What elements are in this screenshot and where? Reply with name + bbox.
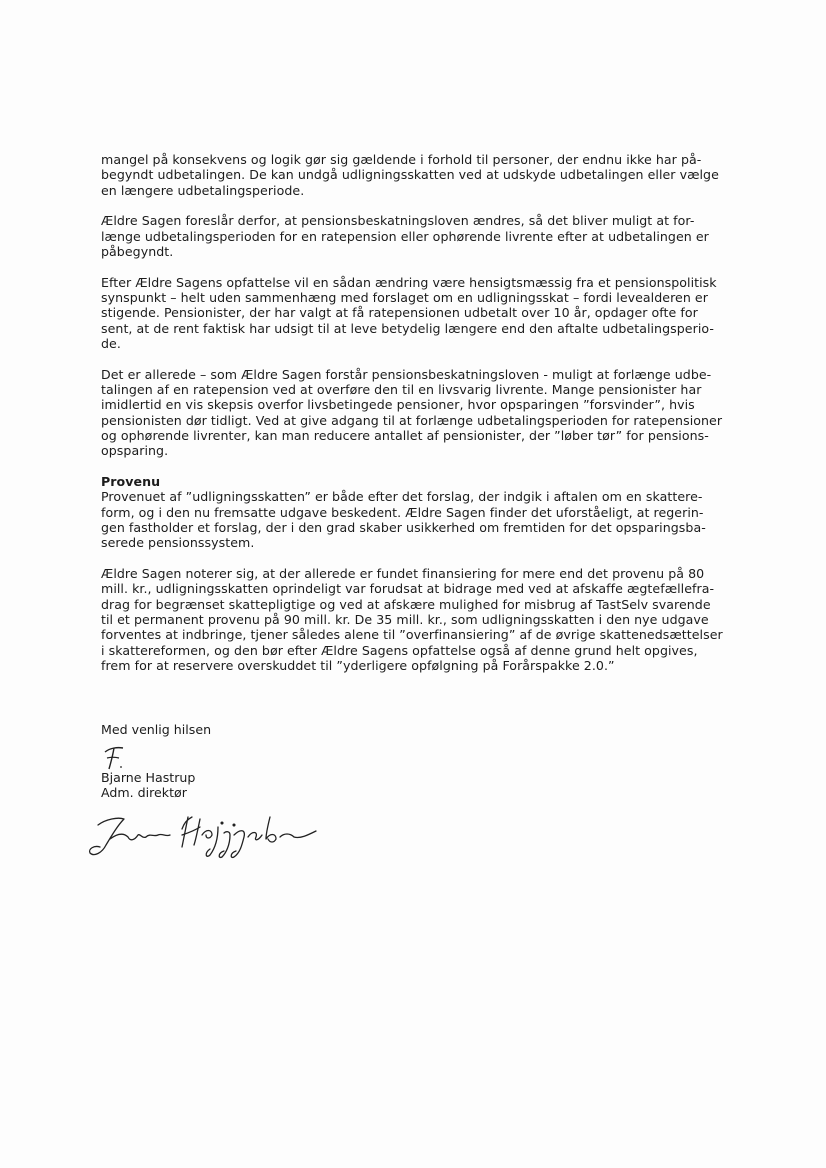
- text-line: frem for at reservere overskuddet til ”yderligere opfølgning på Forårspakke 2.0.”: [101, 657, 615, 673]
- text-line: drag for begrænset skattepligtige og ved at afskære mulighed for misbrug af TastSelv svarende: [101, 596, 711, 612]
- text-line: i skattereformen, og den bør efter Ældre Sagens opfattelse også af denne grund helt opgives,: [101, 642, 698, 658]
- paragraph-3: [101, 275, 761, 351]
- text-line: mill. kr., udligningsskatten oprindeligt var forudsat at bidrage med ved at afskaffe ægtefællefra-: [101, 581, 715, 597]
- text-line: gen fastholder et forslag, der i den grad skaber usikkerhed om fremtiden for det opsparingsba-: [101, 519, 706, 535]
- text-line: Provenuet af ”udligningsskatten” er både efter det forslag, der indgik i aftalen om en skattere-: [101, 489, 703, 505]
- initial-mark-icon: [101, 742, 129, 772]
- closing-greeting: Med venlig hilsen: [101, 722, 212, 737]
- paragraph-2: [101, 213, 761, 259]
- text-line: imidlertid en vis skepsis overfor livsbetingede pensioner, hvor opsparingen ”forsvinder”, hvis: [101, 397, 695, 413]
- text-line: og ophørende livrenter, kan man reducere antallet af pensionister, der ”løber tør” for pensions-: [101, 427, 709, 443]
- paragraph-1: [101, 152, 761, 198]
- text-line: pensionisten dør tidligt. Ved at give adgang til at forlænge udbetalingsperioden for ratepensioner: [101, 412, 723, 428]
- paragraph-provenu: [101, 474, 761, 550]
- text-line: Ældre Sagen noterer sig, at der allerede er fundet finansiering for mere end det provenu på 80: [101, 566, 705, 582]
- text-line: længe udbetalingsperioden for en ratepension eller ophørende livrente efter at udbetalingen er: [101, 228, 709, 244]
- text-line: stigende. Pensionister, der har valgt at få ratepensionen udbetalt over 10 år, opdager ofte for: [101, 305, 698, 321]
- signer-name: Bjarne Hastrup: [101, 770, 196, 785]
- text-line: Det er allerede – som Ældre Sagen forstår pensionsbeskatningsloven - muligt at forlænge udbe-: [101, 366, 712, 382]
- text-line: form, og i den nu fremsatte udgave beskedent. Ældre Sagen finder det uforståeligt, at regerin-: [101, 504, 704, 520]
- text-line: opsparing.: [101, 443, 169, 459]
- text-line: begyndt udbetalingen. De kan undgå udligningsskatten ved at udskyde udbetalingen eller vælge: [101, 167, 719, 183]
- text-line: Efter Ældre Sagens opfattelse vil en sådan ændring være hensigtsmæssig fra et pensionspolitisk: [101, 274, 717, 290]
- text-line: de.: [101, 335, 121, 351]
- section-heading: Provenu: [101, 474, 161, 490]
- text-line: mangel på konsekvens og logik gør sig gældende i forhold til personer, der endnu ikke har på-: [101, 152, 702, 167]
- text-line: sent, at de rent faktisk har udsigt til at leve betydelig længere end den aftalte udbetalingsperio-: [101, 320, 714, 336]
- handwritten-signature-icon: [84, 805, 344, 865]
- letter-body: [101, 152, 761, 689]
- paragraph-4: [101, 367, 761, 459]
- signer-block: [101, 770, 195, 801]
- text-line: synspunkt – helt uden sammenhæng med forslaget om en udligningsskat – fordi levealderen er: [101, 290, 708, 306]
- text-line: forventes at indbringe, tjener således alene til ”overfinansiering” af de øvrige skattenedsættelser: [101, 627, 723, 643]
- text-line: til et permanent provenu på 90 mill. kr. De 35 mill. kr., som udligningsskatten i den nye udgave: [101, 611, 709, 627]
- text-line: påbegyndt.: [101, 243, 174, 259]
- paragraph-6: [101, 566, 761, 673]
- text-line: en længere udbetalingsperiode.: [101, 182, 305, 198]
- signer-title: Adm. direktør: [101, 785, 187, 801]
- text-line: talingen af en ratepension ved at overføre den til en livsvarig livrente. Mange pensionister har: [101, 382, 702, 398]
- text-line: serede pensionssystem.: [101, 535, 255, 551]
- text-line: Ældre Sagen foreslår derfor, at pensionsbeskatningsloven ændres, så det bliver muligt at for-: [101, 213, 695, 229]
